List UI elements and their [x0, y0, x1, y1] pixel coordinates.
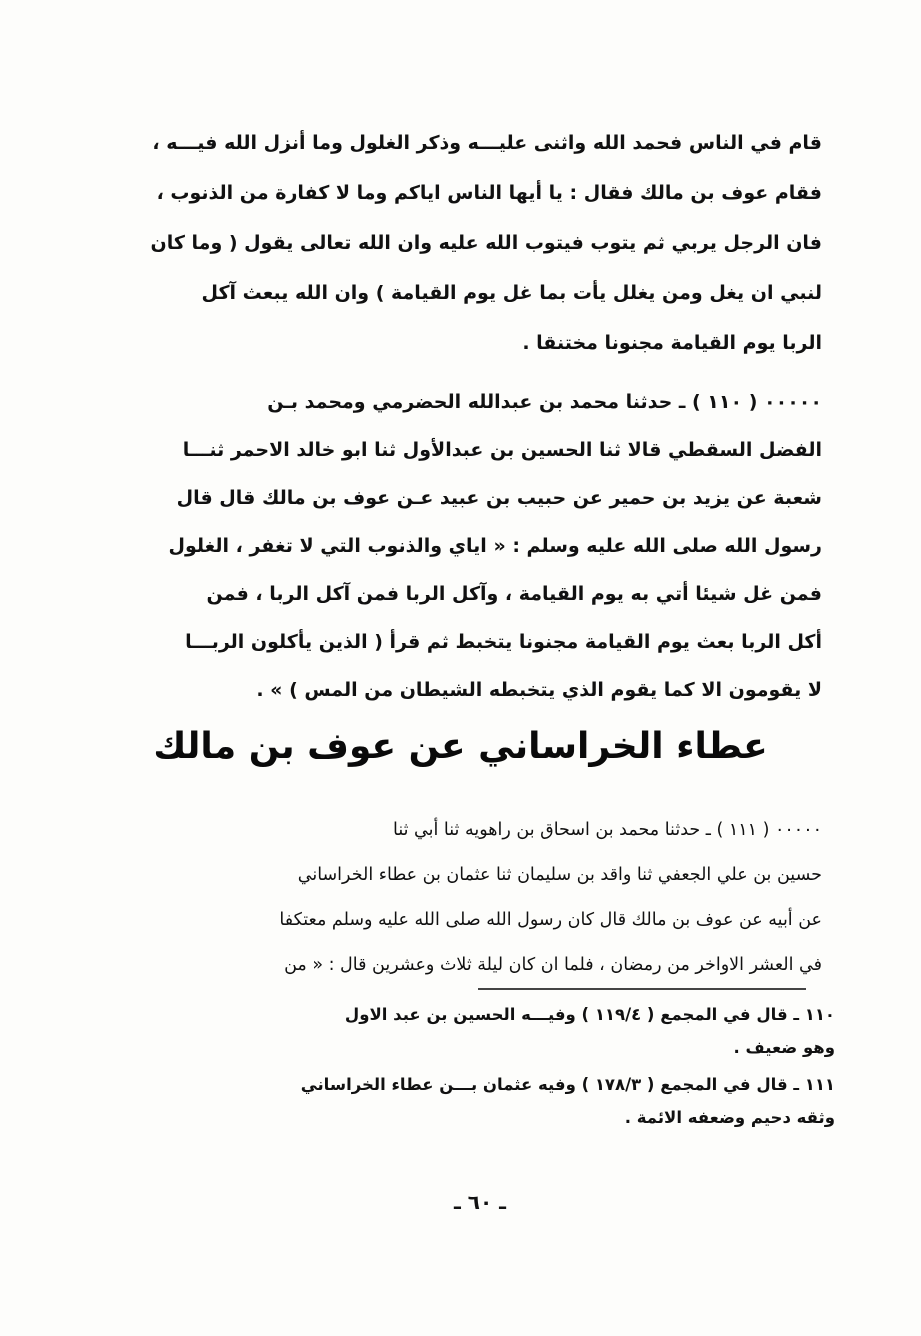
- text-line: لنبي ان يغل ومن يغلل يأت بما غل يوم القيامة ) وان الله يبعث آكل: [201, 282, 822, 304]
- footnote-111: [135, 1068, 835, 1134]
- hadith-110: [110, 378, 822, 714]
- text-line: ٠٠٠٠٠ ( ١١٠ ) ـ حدثنا محمد بن عبدالله الحضرمي ومحمد بـن: [267, 391, 822, 413]
- text-line: قام في الناس فحمد الله واثنى عليـــه وذكر الغلول وما أنزل الله فيـــه ،: [152, 132, 822, 154]
- text-line: فان الرجل يربي ثم يتوب فيتوب الله عليه وان الله تعالى يقول ( وما كان: [150, 232, 822, 254]
- text-line: الربا يوم القيامة مجنونا مختنقا .: [522, 332, 822, 354]
- text-line: فمن غل شيئا أتي به يوم القيامة ، وآكل الربا فمن آكل الربا ، فمن: [206, 583, 822, 605]
- text-line: فقام عوف بن مالك فقال : يا أيها الناس اياكم وما لا كفارة من الذنوب ،: [156, 182, 822, 204]
- paragraph-1: [110, 118, 822, 368]
- text-line: عن أبيه عن عوف بن مالك قال كان رسول الله صلى الله عليه وسلم معتكفا: [279, 910, 822, 930]
- footnotes: [135, 998, 835, 1138]
- hadith-111: [125, 808, 822, 988]
- footnote-110: [135, 998, 835, 1064]
- footnote-line: وهو ضعيف .: [733, 1038, 835, 1057]
- text-line: أكل الربا بعث يوم القيامة مجنونا يتخبط ثم قرأ ( الذين يأكلون الربـــا: [185, 631, 822, 653]
- footnote-divider: [478, 988, 806, 990]
- text-line: لا يقومون الا كما يقوم الذي يتخبطه الشيطان من المس ) » .: [256, 679, 822, 701]
- text-line: حسين بن علي الجعفي ثنا واقد بن سليمان ثنا عثمان بن عطاء الخراساني: [297, 865, 822, 885]
- section-heading: عطاء الخراساني عن عوف بن مالك: [153, 726, 768, 767]
- text-line: شعبة عن يزيد بن حمير عن حبيب بن عبيد عـن عوف بن مالك قال قال: [176, 487, 822, 509]
- text-line: رسول الله صلى الله عليه وسلم : « اياي والذنوب التي لا تغفر ، الغلول: [168, 535, 822, 557]
- text-line: ٠٠٠٠٠ ( ١١١ ) ـ حدثنا محمد بن اسحاق بن راهويه ثنا أبي ثنا: [393, 820, 822, 840]
- footnote-line: وثقه دحيم وضعفه الائمة .: [624, 1108, 835, 1127]
- page-number: ـ ٦٠ ـ: [453, 1190, 507, 1214]
- text-line: الفضل السقطي قالا ثنا الحسين بن عبدالأول ثنا ابو خالد الاحمر ثنـــا: [182, 439, 822, 461]
- footnote-line: ١١٠ ـ قال في المجمع ( ١١٩/٤ ) وفيـــه الحسين بن عبد الاول: [344, 1005, 835, 1024]
- footnote-line: ١١١ ـ قال في المجمع ( ١٧٨/٣ ) وفيه عثمان بـــن عطاء الخراساني: [300, 1075, 835, 1094]
- text-line: في العشر الاواخر من رمضان ، فلما ان كان ليلة ثلاث وعشرين قال : « من: [284, 955, 822, 975]
